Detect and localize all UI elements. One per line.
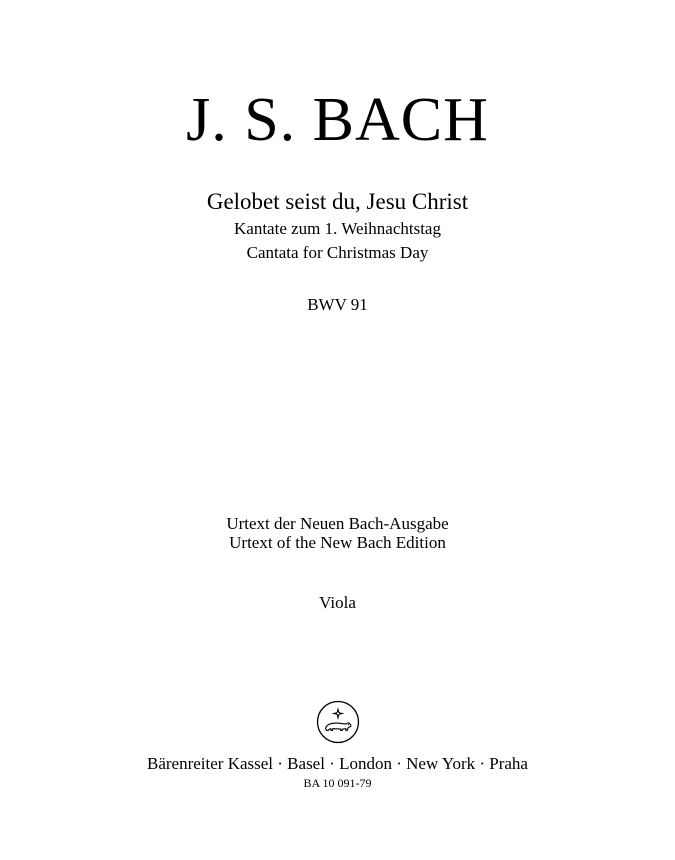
publisher-line: Bärenreiter Kassel · Basel · London · New York · Praha [147,754,528,773]
composer-name: J. S. BACH [186,86,489,154]
urtext-note-english: Urtext of the New Bach Edition [229,533,446,552]
urtext-note-german: Urtext der Neuen Bach-Ausgabe [226,514,449,533]
catalog-number: BWV 91 [307,295,368,314]
part-name: Viola [319,593,356,612]
order-number: BA 10 091-79 [303,776,372,790]
work-subtitle-english: Cantata for Christmas Day [246,243,429,262]
work-subtitle-german: Kantate zum 1. Weihnachtstag [234,219,441,238]
work-title: Gelobet seist du, Jesu Christ [206,189,469,214]
baerenreiter-bear-star-logo-icon [316,700,360,744]
